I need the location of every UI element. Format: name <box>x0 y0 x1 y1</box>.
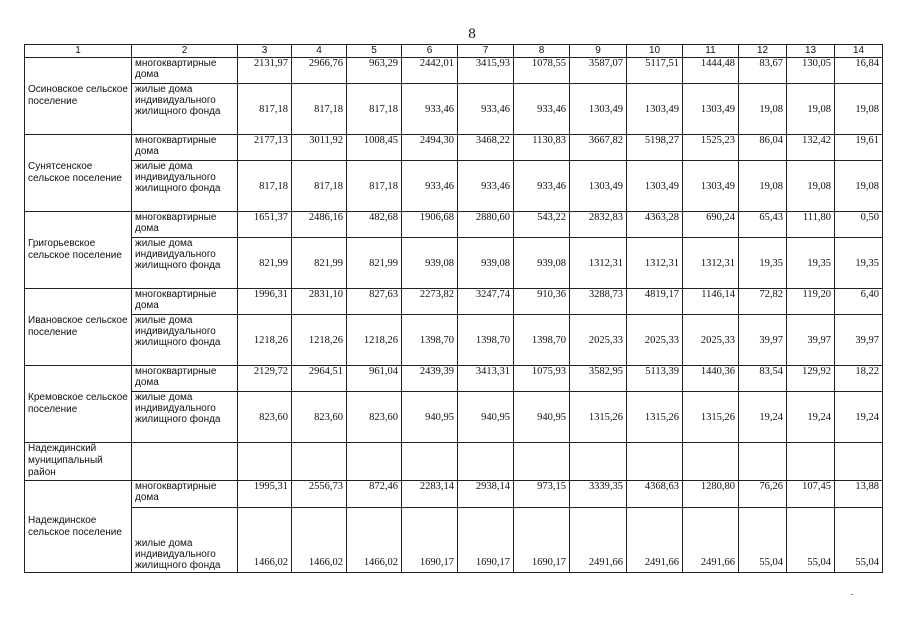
value-cell: 823,60 <box>292 392 347 443</box>
value-cell: 1218,26 <box>347 315 402 366</box>
table-row <box>25 315 883 366</box>
value-cell: 6,40 <box>835 289 883 315</box>
value-cell: 19,08 <box>739 84 787 135</box>
table-row <box>25 161 883 212</box>
housing-type-cell: жилые дома индивидуального жилищного фонда <box>132 84 238 135</box>
value-cell: 3415,93 <box>458 58 514 84</box>
value-cell: 482,68 <box>347 212 402 238</box>
value-cell: 1303,49 <box>570 84 627 135</box>
value-cell: 1303,49 <box>627 84 683 135</box>
value-cell: 817,18 <box>292 161 347 212</box>
value-cell: 3582,95 <box>570 366 627 392</box>
value-cell: 933,46 <box>458 84 514 135</box>
value-cell: 933,46 <box>402 84 458 135</box>
value-cell: 2439,39 <box>402 366 458 392</box>
value-cell: 940,95 <box>458 392 514 443</box>
empty-cell <box>347 443 402 481</box>
value-cell: 3288,73 <box>570 289 627 315</box>
table-row <box>25 84 883 135</box>
value-cell: 1690,17 <box>458 508 514 573</box>
municipality-cell: Кремовское сельское поселение <box>25 366 132 443</box>
value-cell: 2938,14 <box>458 481 514 508</box>
value-cell: 3587,07 <box>570 58 627 84</box>
value-cell: 1303,49 <box>683 84 739 135</box>
value-cell: 817,18 <box>347 161 402 212</box>
value-cell: 130,05 <box>787 58 835 84</box>
district-heading-cell: Надеждинский муниципальный район <box>25 443 132 481</box>
empty-cell <box>292 443 347 481</box>
column-header: 5 <box>347 45 402 58</box>
value-cell: 817,18 <box>238 84 292 135</box>
value-cell: 83,67 <box>739 58 787 84</box>
value-cell: 2177,13 <box>238 135 292 161</box>
value-cell: 2491,66 <box>570 508 627 573</box>
value-cell: 939,08 <box>402 238 458 289</box>
value-cell: 1218,26 <box>292 315 347 366</box>
value-cell: 2025,33 <box>570 315 627 366</box>
value-cell: 817,18 <box>347 84 402 135</box>
value-cell: 1303,49 <box>683 161 739 212</box>
value-cell: 19,08 <box>739 161 787 212</box>
column-header: 10 <box>627 45 683 58</box>
housing-type-cell: многоквартирные дома <box>132 58 238 84</box>
value-cell: 1440,36 <box>683 366 739 392</box>
value-cell: 4368,63 <box>627 481 683 508</box>
value-cell: 933,46 <box>458 161 514 212</box>
value-cell: 3247,74 <box>458 289 514 315</box>
value-cell: 39,97 <box>835 315 883 366</box>
empty-cell <box>402 443 458 481</box>
value-cell: 1651,37 <box>238 212 292 238</box>
empty-cell <box>132 443 238 481</box>
value-cell: 1690,17 <box>514 508 570 573</box>
municipality-cell: Ивановское сельское поселение <box>25 289 132 366</box>
municipality-cell: Осиновское сельское поселение <box>25 58 132 135</box>
value-cell: 1466,02 <box>238 508 292 573</box>
value-cell: 2025,33 <box>683 315 739 366</box>
value-cell: 55,04 <box>787 508 835 573</box>
value-cell: 2964,51 <box>292 366 347 392</box>
value-cell: 13,88 <box>835 481 883 508</box>
value-cell: 76,26 <box>739 481 787 508</box>
value-cell: 1398,70 <box>514 315 570 366</box>
value-cell: 823,60 <box>238 392 292 443</box>
value-cell: 2831,10 <box>292 289 347 315</box>
value-cell: 3011,92 <box>292 135 347 161</box>
value-cell: 3413,31 <box>458 366 514 392</box>
table-row <box>25 212 883 238</box>
housing-type-cell: жилые дома индивидуального жилищного фонда <box>132 161 238 212</box>
table-row <box>25 443 883 481</box>
value-cell: 132,42 <box>787 135 835 161</box>
value-cell: 821,99 <box>292 238 347 289</box>
value-cell: 119,20 <box>787 289 835 315</box>
value-cell: 16,84 <box>835 58 883 84</box>
value-cell: 1525,23 <box>683 135 739 161</box>
empty-cell <box>739 443 787 481</box>
column-header: 11 <box>683 45 739 58</box>
empty-cell <box>627 443 683 481</box>
value-cell: 939,08 <box>458 238 514 289</box>
column-header: 6 <box>402 45 458 58</box>
housing-type-cell: жилые дома индивидуального жилищного фонда <box>132 315 238 366</box>
table-row <box>25 135 883 161</box>
value-cell: 1078,55 <box>514 58 570 84</box>
column-header: 9 <box>570 45 627 58</box>
tariff-table <box>24 44 883 573</box>
page-number: 8 <box>467 27 477 42</box>
housing-type-cell: многоквартирные дома <box>132 366 238 392</box>
value-cell: 933,46 <box>514 84 570 135</box>
value-cell: 933,46 <box>402 161 458 212</box>
value-cell: 940,95 <box>514 392 570 443</box>
column-header: 2 <box>132 45 238 58</box>
housing-type-cell: многоквартирные дома <box>132 481 238 508</box>
value-cell: 86,04 <box>739 135 787 161</box>
value-cell: 821,99 <box>347 238 402 289</box>
value-cell: 129,92 <box>787 366 835 392</box>
value-cell: 3339,35 <box>570 481 627 508</box>
value-cell: 690,24 <box>683 212 739 238</box>
value-cell: 39,97 <box>787 315 835 366</box>
empty-cell <box>570 443 627 481</box>
value-cell: 1995,31 <box>238 481 292 508</box>
value-cell: 1466,02 <box>347 508 402 573</box>
value-cell: 963,29 <box>347 58 402 84</box>
value-cell: 5198,27 <box>627 135 683 161</box>
empty-cell <box>458 443 514 481</box>
value-cell: 2273,82 <box>402 289 458 315</box>
empty-cell <box>835 443 883 481</box>
column-header: 14 <box>835 45 883 58</box>
value-cell: 2442,01 <box>402 58 458 84</box>
column-number-row <box>25 45 883 58</box>
table-row <box>25 508 883 573</box>
value-cell: 1315,26 <box>570 392 627 443</box>
value-cell: 2494,30 <box>402 135 458 161</box>
table-row <box>25 481 883 508</box>
housing-type-cell: многоквартирные дома <box>132 212 238 238</box>
housing-type-cell: многоквартирные дома <box>132 289 238 315</box>
value-cell: 1312,31 <box>683 238 739 289</box>
value-cell: 18,22 <box>835 366 883 392</box>
value-cell: 910,36 <box>514 289 570 315</box>
value-cell: 4363,28 <box>627 212 683 238</box>
value-cell: 1466,02 <box>292 508 347 573</box>
value-cell: 1303,49 <box>570 161 627 212</box>
value-cell: 1690,17 <box>402 508 458 573</box>
value-cell: 973,15 <box>514 481 570 508</box>
housing-type-cell: жилые дома индивидуального жилищного фонда <box>132 392 238 443</box>
value-cell: 2129,72 <box>238 366 292 392</box>
value-cell: 821,99 <box>238 238 292 289</box>
value-cell: 1130,83 <box>514 135 570 161</box>
value-cell: 2491,66 <box>627 508 683 573</box>
empty-cell <box>683 443 739 481</box>
housing-type-cell: многоквартирные дома <box>132 135 238 161</box>
value-cell: 1303,49 <box>627 161 683 212</box>
value-cell: 55,04 <box>739 508 787 573</box>
value-cell: 1146,14 <box>683 289 739 315</box>
value-cell: 107,45 <box>787 481 835 508</box>
municipality-cell: Григорьевское сельское поселение <box>25 212 132 289</box>
value-cell: 2025,33 <box>627 315 683 366</box>
value-cell: 940,95 <box>402 392 458 443</box>
column-header: 3 <box>238 45 292 58</box>
value-cell: 817,18 <box>238 161 292 212</box>
table-row <box>25 392 883 443</box>
value-cell: 19,08 <box>787 161 835 212</box>
value-cell: 1996,31 <box>238 289 292 315</box>
value-cell: 19,08 <box>787 84 835 135</box>
value-cell: 543,22 <box>514 212 570 238</box>
value-cell: 2880,60 <box>458 212 514 238</box>
value-cell: 65,43 <box>739 212 787 238</box>
value-cell: 5117,51 <box>627 58 683 84</box>
value-cell: 72,82 <box>739 289 787 315</box>
value-cell: 19,35 <box>787 238 835 289</box>
column-header: 12 <box>739 45 787 58</box>
value-cell: 1906,68 <box>402 212 458 238</box>
value-cell: 1312,31 <box>570 238 627 289</box>
value-cell: 19,08 <box>835 84 883 135</box>
value-cell: 1315,26 <box>627 392 683 443</box>
value-cell: 1280,80 <box>683 481 739 508</box>
value-cell: 19,24 <box>835 392 883 443</box>
value-cell: 1398,70 <box>458 315 514 366</box>
municipality-cell: Надеждинское сельское поселение <box>25 481 132 573</box>
value-cell: 1444,48 <box>683 58 739 84</box>
housing-type-cell: жилые дома индивидуального жилищного фонда <box>132 238 238 289</box>
value-cell: 3667,82 <box>570 135 627 161</box>
value-cell: 19,35 <box>739 238 787 289</box>
scan-speck <box>851 594 853 595</box>
table-row <box>25 238 883 289</box>
value-cell: 2832,83 <box>570 212 627 238</box>
value-cell: 19,61 <box>835 135 883 161</box>
table-row <box>25 289 883 315</box>
value-cell: 4819,17 <box>627 289 683 315</box>
column-header: 7 <box>458 45 514 58</box>
value-cell: 961,04 <box>347 366 402 392</box>
value-cell: 939,08 <box>514 238 570 289</box>
table-row <box>25 58 883 84</box>
value-cell: 2486,16 <box>292 212 347 238</box>
value-cell: 1398,70 <box>402 315 458 366</box>
value-cell: 2283,14 <box>402 481 458 508</box>
empty-cell <box>787 443 835 481</box>
table-row <box>25 366 883 392</box>
column-header: 4 <box>292 45 347 58</box>
value-cell: 0,50 <box>835 212 883 238</box>
value-cell: 2131,97 <box>238 58 292 84</box>
value-cell: 817,18 <box>292 84 347 135</box>
value-cell: 933,46 <box>514 161 570 212</box>
value-cell: 19,35 <box>835 238 883 289</box>
value-cell: 2556,73 <box>292 481 347 508</box>
value-cell: 55,04 <box>835 508 883 573</box>
value-cell: 2966,76 <box>292 58 347 84</box>
value-cell: 1008,45 <box>347 135 402 161</box>
column-header: 13 <box>787 45 835 58</box>
value-cell: 1218,26 <box>238 315 292 366</box>
value-cell: 1312,31 <box>627 238 683 289</box>
value-cell: 3468,22 <box>458 135 514 161</box>
value-cell: 872,46 <box>347 481 402 508</box>
value-cell: 111,80 <box>787 212 835 238</box>
value-cell: 39,97 <box>739 315 787 366</box>
empty-cell <box>514 443 570 481</box>
value-cell: 1315,26 <box>683 392 739 443</box>
municipality-cell: Сунятсенское сельское поселение <box>25 135 132 212</box>
value-cell: 19,24 <box>739 392 787 443</box>
value-cell: 1075,93 <box>514 366 570 392</box>
value-cell: 83,54 <box>739 366 787 392</box>
value-cell: 19,24 <box>787 392 835 443</box>
value-cell: 2491,66 <box>683 508 739 573</box>
value-cell: 827,63 <box>347 289 402 315</box>
value-cell: 823,60 <box>347 392 402 443</box>
empty-cell <box>238 443 292 481</box>
value-cell: 19,08 <box>835 161 883 212</box>
value-cell: 5113,39 <box>627 366 683 392</box>
column-header: 8 <box>514 45 570 58</box>
column-header: 1 <box>25 45 132 58</box>
housing-type-cell: жилые дома индивидуального жилищного фонда <box>132 508 238 573</box>
